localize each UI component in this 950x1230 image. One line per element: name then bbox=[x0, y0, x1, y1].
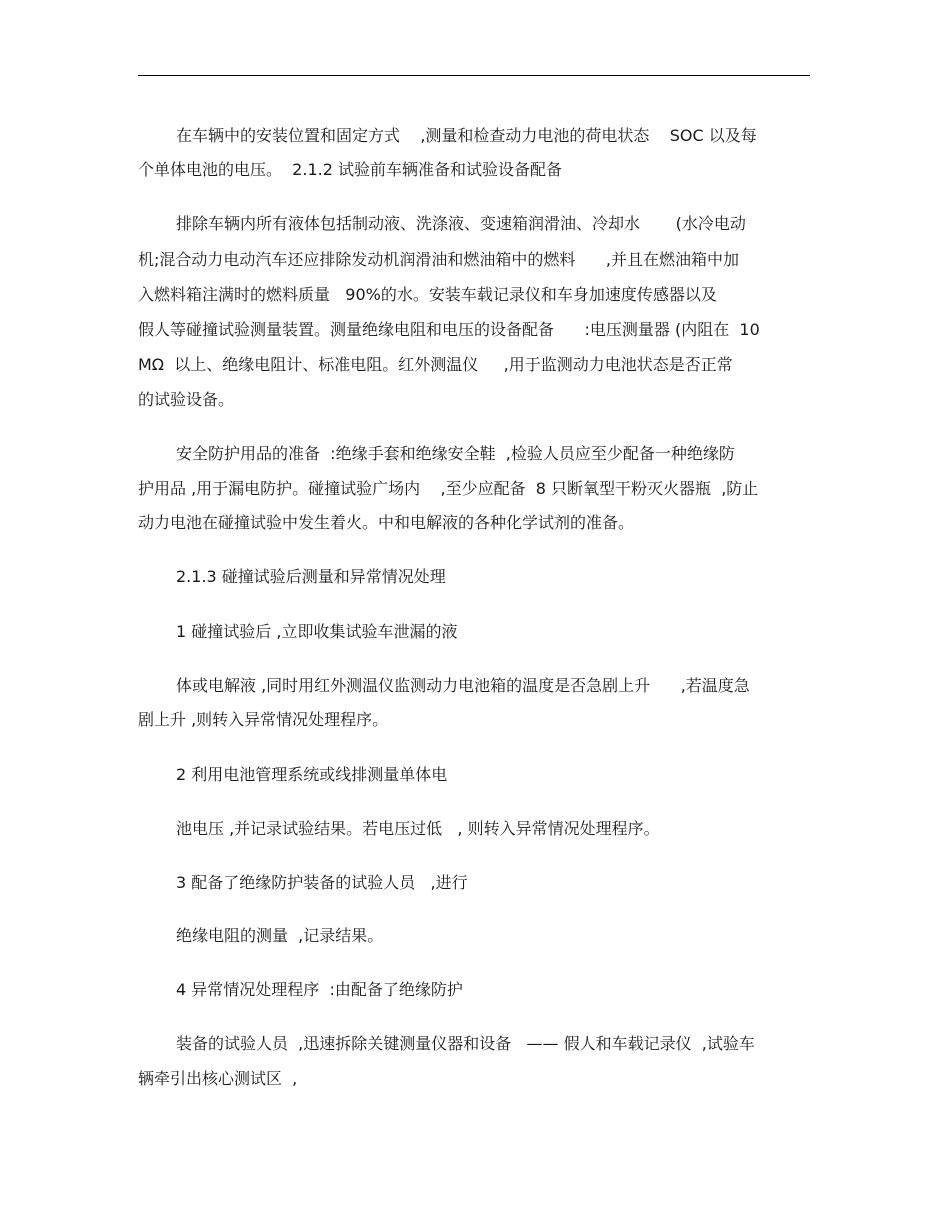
text-line: 假人等碰撞试验测量装置。测量绝缘电阻和电压的设备配备 :电压测量器 (内阻在 10 bbox=[138, 320, 760, 339]
text-line: 4 异常情况处理程序 :由配备了绝缘防护 bbox=[176, 980, 463, 999]
text-line: 装备的试验人员 ,迅速拆除关键测量仪器和设备 —— 假人和车载记录仪 ,试验车 bbox=[176, 1034, 755, 1053]
text-line: 3 配备了绝缘防护装备的试验人员 ,进行 bbox=[176, 873, 468, 892]
section-heading: 2.1.3 碰撞试验后测量和异常情况处理 bbox=[176, 567, 446, 586]
text-line: 2 利用电池管理系统或线排测量单体电 bbox=[176, 765, 448, 784]
text-line: 动力电池在碰撞试验中发生着火。中和电解液的各种化学试剂的准备。 bbox=[138, 513, 635, 532]
header-rule bbox=[138, 75, 810, 76]
text-line: 安全防护用品的准备 :绝缘手套和绝缘安全鞋 ,检验人员应至少配备一种绝缘防 bbox=[176, 444, 735, 463]
text-line: 排除车辆内所有液体包括制动液、洗涤液、变速箱润滑油、冷却水 (水冷电动 bbox=[176, 214, 746, 233]
text-line: MΩ 以上、绝缘电阻计、标准电阻。红外测温仪 ,用于监测动力电池状态是否正常 bbox=[138, 355, 733, 374]
text-line: 机;混合动力电动汽车还应排除发动机润滑油和燃油箱中的燃料 ,并且在燃油箱中加 bbox=[138, 250, 739, 269]
text-line: 池电压 ,并记录试验结果。若电压过低 , 则转入异常情况处理程序。 bbox=[176, 819, 660, 838]
text-line: 1 碰撞试验后 ,立即收集试验车泄漏的液 bbox=[176, 622, 458, 641]
text-line: 绝缘电阻的测量 ,记录结果。 bbox=[176, 926, 384, 945]
text-line: 入燃料箱注满时的燃料质量 90%的水。安装车载记录仪和车身加速度传感器以及 bbox=[138, 285, 717, 304]
text-line: 辆牵引出核心测试区 , bbox=[138, 1069, 298, 1088]
text-line: 的试验设备。 bbox=[138, 390, 235, 409]
text-line: 护用品 ,用于漏电防护。碰撞试验广场内 ,至少应配备 8 只断氧型干粉灭火器瓶 ,防止 bbox=[138, 479, 759, 498]
text-line: 体或电解液 ,同时用红外测温仪监测动力电池箱的温度是否急剧上升 ,若温度急 bbox=[176, 676, 750, 695]
text-line: 剧上升 ,则转入异常情况处理程序。 bbox=[138, 710, 389, 729]
text-line: 个单体电池的电压。 2.1.2 试验前车辆准备和试验设备配备 bbox=[138, 160, 562, 179]
text-line: 在车辆中的安装位置和固定方式 ,测量和检查动力电池的荷电状态 SOC 以及每 bbox=[176, 126, 757, 145]
